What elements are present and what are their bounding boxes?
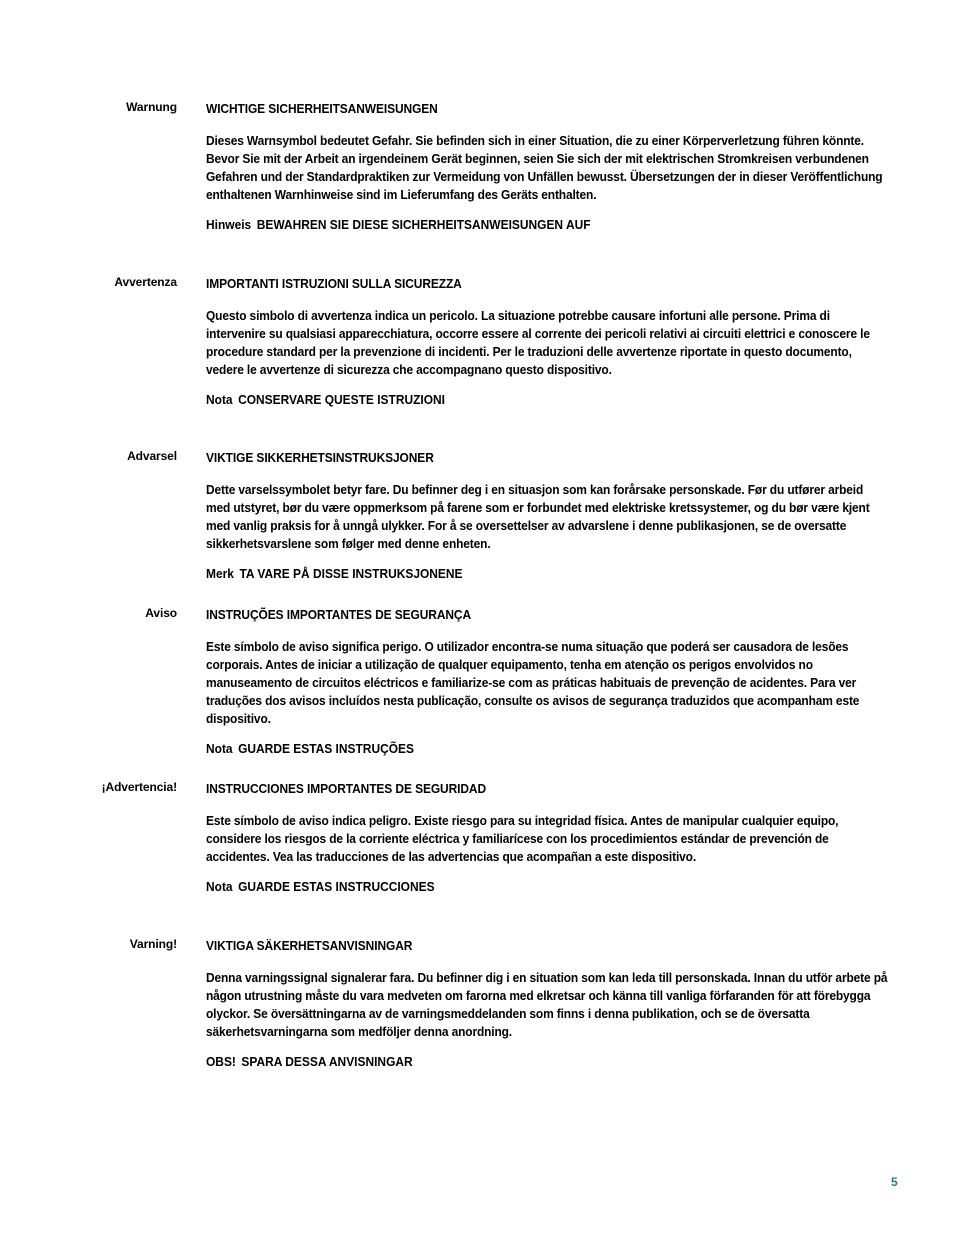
warning-heading: IMPORTANTI ISTRUZIONI SULLA SICUREZZA (206, 276, 462, 291)
warning-note (206, 1053, 837, 1071)
warning-body: Dieses Warnsymbol bedeutet Gefahr. Sie befinden sich in einer Situation, die zu einer Körperverletzung führen könnte. Bevor Sie mit der Arbeit an irgendeinem Gerät beginnen, seien Sie sich der mit elektrischen Stromkreisen verbundenen Gefahren und der Standardpraktiken zur Vermeidung von Unfällen bewusst. Übersetzungen der in dieser Veröffentlichung enthaltenen Warnhinweise sind im Lieferumfang des Geräts enthalten. (206, 133, 883, 202)
warning-label: Varning! (129, 937, 177, 951)
warning-label: Avvertenza (114, 275, 177, 289)
warning-content (206, 937, 892, 1071)
warning-label: Warnung (126, 100, 177, 114)
warning-heading: INSTRUCCIONES IMPORTANTES DE SEGURIDAD (206, 781, 487, 796)
warning-heading: VIKTIGE SIKKERHETSINSTRUKSJONER (206, 450, 434, 465)
warning-label: Aviso (145, 606, 177, 620)
note-label: OBS! (206, 1054, 236, 1069)
note-label: Hinweis (206, 217, 252, 232)
warning-content (206, 606, 892, 758)
warning-heading: VIKTIGA SÄKERHETSANVISNINGAR (206, 938, 413, 953)
warning-body: Dette varselssymbolet betyr fare. Du befinner deg i en situasjon som kan forårsake personskade. Før du utfører arbeid med utstyret, bør du være oppmerksom på farene som er forbundet med elektriske kretssystemer, og du bør være kjent med vanlig praksis for å unngå ulykker. For å se oversettelser av advarslene i denne publikasjonen, se de oversatte sikkerhetsvarslene som følger med denne enheten. (206, 482, 870, 551)
warning-heading: INSTRUÇÕES IMPORTANTES DE SEGURANÇA (206, 607, 472, 622)
note-text: GUARDE ESTAS INSTRUCCIONES (238, 879, 435, 894)
note-label: Nota (206, 392, 233, 407)
warning-body: Este símbolo de aviso significa perigo. O utilizador encontra-se numa situação que poderá ser causadora de lesões corporais. Antes de iniciar a utilização de qualquer equipamento, tenha em atenção os perigos envolvidos no manuseamento de circuitos eléctricos e familiarize-se com as práticas habituais de prevenção de acidentes. Para ver traduções dos avisos incluídos nesta publicação, consulte os avisos de segurança traduzidos que acompanham este dispositivo. (206, 639, 860, 726)
warning-content (206, 780, 892, 896)
warning-content (206, 275, 892, 409)
warning-note (206, 878, 837, 896)
warning-content (206, 449, 892, 583)
note-label: Nota (206, 879, 233, 894)
warning-note (206, 391, 837, 409)
warning-body: Denna varningssignal signalerar fara. Du befinner dig i en situation som kan leda till personskada. Innan du utför arbete på någon utrustning måste du vara medveten om farorna med elkretsar och känna till vanliga förfaranden för att förebygga olyckor. Se översättningarna av de varningsmeddelanden som finns i denna publikation, och se de översatta säkerhetsvarningarna som medföljer denna anordning. (206, 970, 888, 1039)
warning-note (206, 740, 837, 758)
warning-label: ¡Advertencia! (101, 780, 177, 794)
note-text: TA VARE PÅ DISSE INSTRUKSJONENE (239, 566, 463, 581)
warning-note (206, 216, 837, 234)
note-text: GUARDE ESTAS INSTRUÇÕES (238, 741, 414, 756)
warning-body: Este símbolo de aviso indica peligro. Existe riesgo para su integridad física. Antes de manipular cualquier equipo, considere los riesgos de la corriente eléctrica y familiarícese con los procedimientos estándar de prevención de accidentes. Vea las traducciones de las advertencias que acompañan a este dispositivo. (206, 813, 839, 864)
warning-body: Questo simbolo di avvertenza indica un pericolo. La situazione potrebbe causare infortuni alle persone. Prima di intervenire su qualsiasi apparecchiatura, occorre essere al corrente dei pericoli relativi ai circuiti elettrici e conoscere le procedure standard per la prevenzione di incidenti. Per le traduzioni delle avvertenze riportate in questo documento, vedere le avvertenze di sicurezza che accompagnano questo dispositivo. (206, 308, 870, 377)
warning-note (206, 565, 837, 583)
note-text: BEWAHREN SIE DIESE SICHERHEITSANWEISUNGEN AUF (256, 217, 591, 232)
note-label: Nota (206, 741, 233, 756)
warning-label: Advarsel (127, 449, 177, 463)
note-text: CONSERVARE QUESTE ISTRUZIONI (238, 392, 445, 407)
note-text: SPARA DESSA ANVISNINGAR (241, 1054, 413, 1069)
warning-content (206, 100, 892, 234)
warning-heading: WICHTIGE SICHERHEITSANWEISUNGEN (206, 101, 438, 116)
page-number: 5 (891, 1175, 898, 1189)
note-label: Merk (206, 566, 234, 581)
